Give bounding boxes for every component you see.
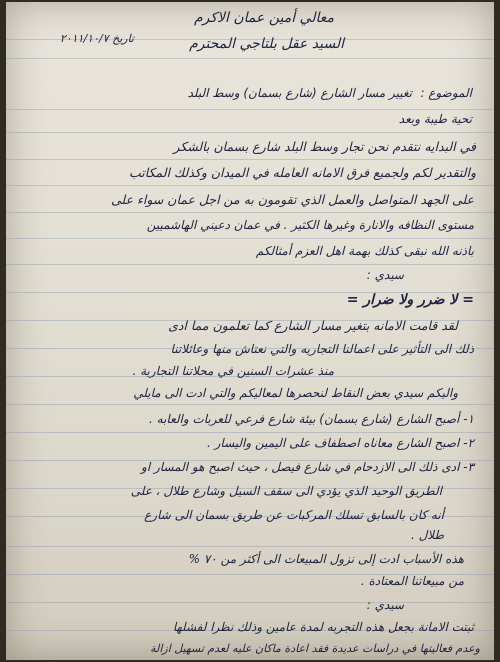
body-heading: = لا ضرر ولا ضرار =	[346, 292, 474, 308]
subject-label: الموضوع :	[420, 86, 472, 100]
paper-rule	[6, 185, 494, 186]
body-line: ذلك الى التأثير على اعمالنا التجاريه والتي نعتاش منها وعائلاتنا	[170, 342, 474, 356]
paper-rule	[6, 58, 494, 59]
list-item: ٢- اصبح الشارع معاناه اصطفاف على اليمين واليسار .	[206, 436, 474, 450]
body-line: والتقدير لكم ولجميع فرق الامانه العامله في الميدان وكذلك المكاتب	[129, 165, 476, 180]
letter-page	[6, 2, 494, 660]
paper-rule	[6, 602, 494, 603]
paper-rule	[6, 159, 494, 160]
paper-rule	[6, 546, 494, 547]
paper-rule	[6, 432, 494, 433]
body-line: من مبيعاتنا المعتادة .	[360, 574, 464, 588]
body-heading: سيدي :	[366, 598, 404, 612]
body-line: ثبتت الامانة بجعل هذه التجربه لمدة عامين وذلك نظرا لفشلها	[172, 620, 474, 634]
paper-rule	[6, 264, 494, 265]
salutation-title: معالي أمين عمان الاكرم	[194, 10, 334, 26]
greeting: تحية طيبة وبعد	[398, 112, 472, 126]
body-line: في البدايه نتقدم نحن تجار وسط البلد شارع بسمان بالشكر	[173, 139, 476, 154]
paper-rule	[6, 404, 494, 405]
list-item: الطريق الوحيد الذي يؤدي الى سقف السيل وشارع طلال ، على	[130, 484, 442, 498]
body-line: لقد قامت الامانه بتغير مسار الشارع كما تعلمون مما ادى	[168, 318, 458, 333]
body-line: مستوى النظافه والانارة وغيرها الكثير . في عمان دعيني الهاشميين	[146, 218, 474, 232]
body-line: منذ عشرات السنين في محلاتنا التجارية .	[132, 364, 334, 378]
body-line: على الجهد المتواصل والعمل الذي تقومون به من اجل عمان سواء على	[111, 192, 474, 207]
paper-rule	[6, 109, 494, 110]
body-line: هذه الأسباب ادت إلى نزول المبيعات الى أكثر من ٧٠ %	[188, 552, 464, 566]
list-item: ١- أصبح الشارع (شارع بسمان) بيئة شارع فرعي للعربات والعابه .	[149, 412, 474, 426]
subject-line: تغيير مسار الشارع (شارع بسمان) وسط البلد	[187, 86, 412, 100]
list-item: طلال .	[410, 528, 444, 542]
paper-rule	[6, 132, 494, 133]
body-heading: سيدي :	[366, 268, 404, 282]
body-line: وعدم فعاليتها في دراسات عديدة فقد اعادة ماكان عليه لعدم تسهيل ازالة	[150, 642, 480, 655]
body-line: باذنه الله نبقى كذلك بهمة اهل العزم أمثالكم	[255, 244, 474, 258]
list-item: أنه كان بالسابق تسلك المركبات عن طريق بسمان الى شارع	[144, 508, 444, 522]
paper-rule	[6, 212, 494, 213]
addressee: السيد عقل بلتاجي المحترم	[189, 36, 344, 52]
body-line: واليكم سيدي بعض النقاط لنحصرها لمعاليكم والتي ادت الى مايلي	[133, 386, 458, 400]
paper-rule	[6, 238, 494, 239]
list-item: ٣- ادى ذلك الى الازدحام في شارع فيصل ، حيث اصبح هو المسار او	[141, 460, 474, 474]
date-line: تاريخ ٢٠١١/١٠/٧	[59, 32, 134, 45]
